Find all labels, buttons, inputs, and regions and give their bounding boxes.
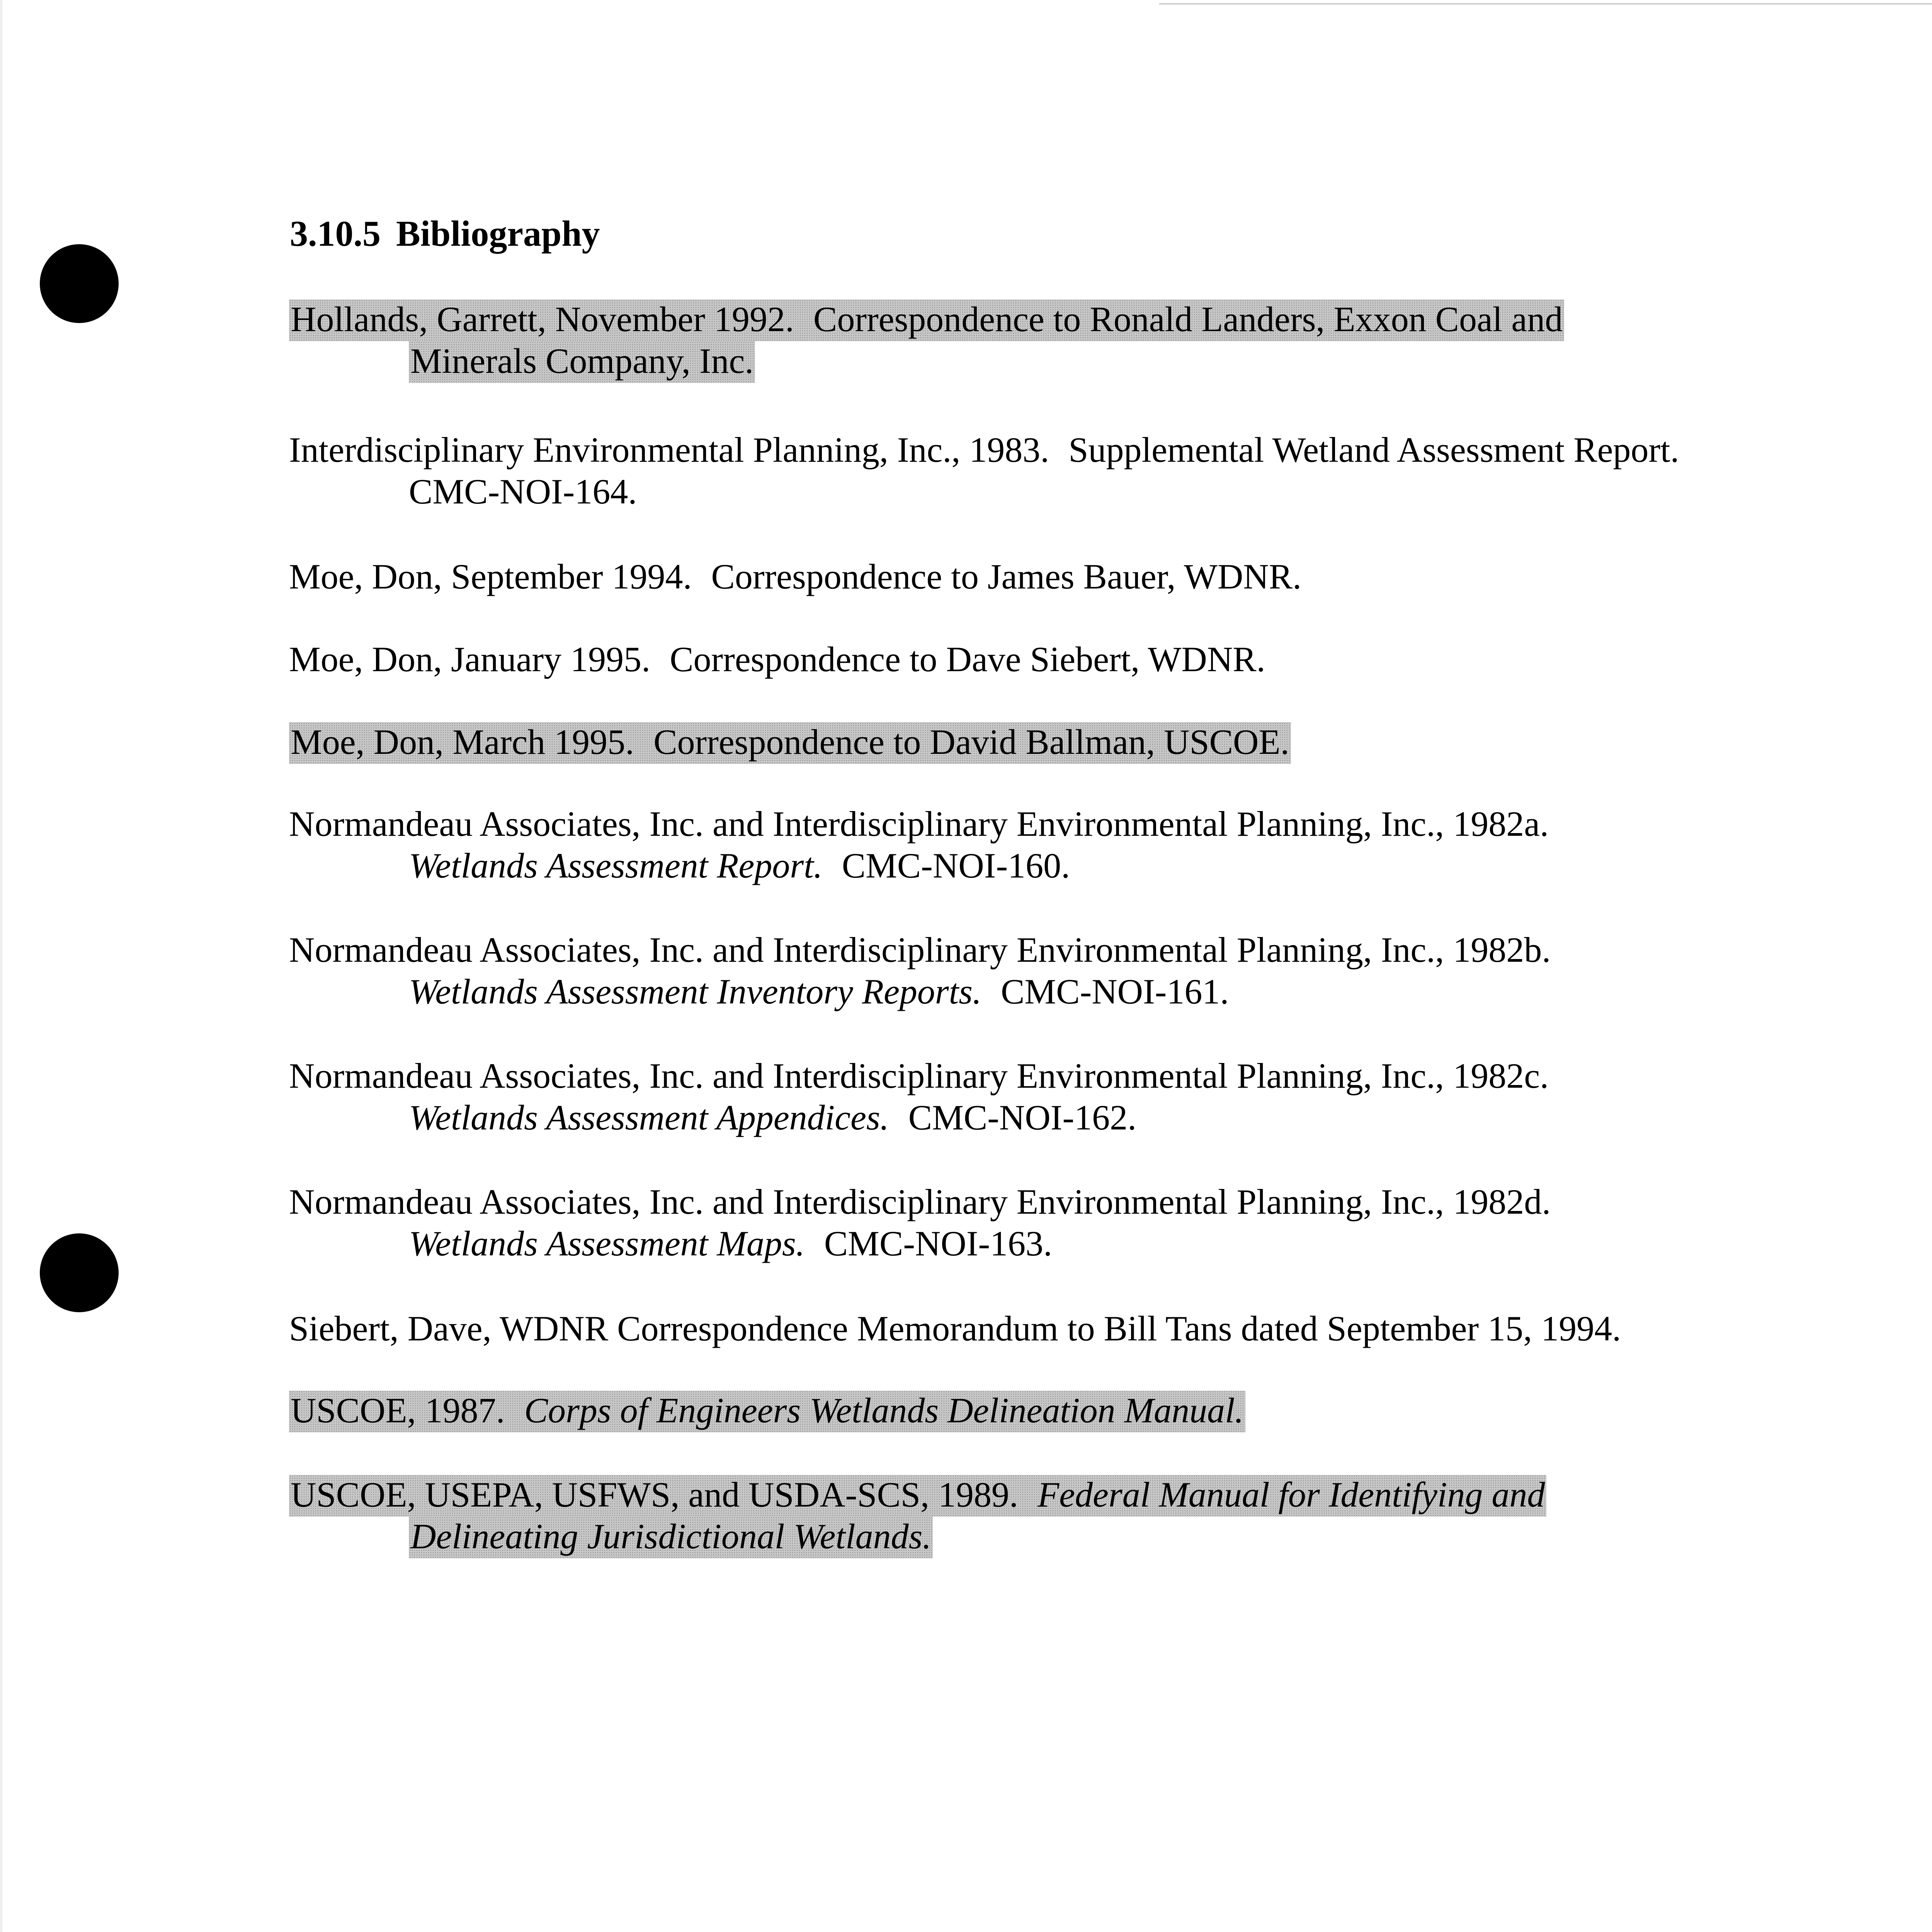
publication-title-continued: Delineating Jurisdictional Wetlands. xyxy=(410,1517,932,1556)
bib-entry-moe-sep-1994 xyxy=(289,556,1301,597)
bib-entry-line-1: Normandeau Associates, Inc. and Interdisciplinary Environmental Planning, Inc., 1982d. xyxy=(289,1182,1551,1221)
shaded-text: USCOE, USEPA, USFWS, and USDA-SCS, 1989. Federal Manual for Identifying and xyxy=(289,1475,1546,1517)
bib-entry-line-1: Normandeau Associates, Inc. and Interdisciplinary Environmental Planning, Inc., 1982b. xyxy=(289,930,1551,969)
bib-entry-line-1: Normandeau Associates, Inc. and Interdisciplinary Environmental Planning, Inc., 1982a. xyxy=(289,804,1549,844)
shaded-text: Minerals Company, Inc. xyxy=(409,341,755,383)
bib-entry-line-1 xyxy=(289,298,1564,340)
bib-entry-moe-mar-1995 xyxy=(289,721,1291,763)
publication-title: Wetlands Assessment Appendices. xyxy=(409,1098,889,1137)
top-edge-rule xyxy=(1159,3,1932,5)
bib-entry-normandeau-1982d xyxy=(289,1181,1551,1264)
punch-hole-middle xyxy=(40,1233,119,1312)
document-code: CMC-NOI-163. xyxy=(824,1224,1053,1263)
bib-entry-line-2: CMC-NOI-164. xyxy=(409,472,637,511)
shaded-text xyxy=(409,1517,933,1558)
shaded-text: Moe, Don, March 1995. Correspondence to David Ballman, USCOE. xyxy=(289,722,1291,764)
bib-entry-line-2 xyxy=(289,971,1551,1012)
bib-entry-line-1: Moe, Don, January 1995. Correspondence to Dave Siebert, WDNR. xyxy=(289,639,1265,679)
bib-entry-line-1: Moe, Don, September 1994. Correspondence to James Bauer, WDNR. xyxy=(289,557,1302,596)
publication-title: Federal Manual for Identifying and xyxy=(1037,1475,1545,1514)
bib-entry-line-1: Interdisciplinary Environmental Planning, Inc., 1983. Supplemental Wetland Assessment Report. xyxy=(289,430,1679,469)
document-code: CMC-NOI-162. xyxy=(908,1098,1137,1137)
publication-title: Wetlands Assessment Maps. xyxy=(409,1224,805,1263)
publication-title: Corps of Engineers Wetlands Delineation Manual. xyxy=(524,1391,1244,1430)
bib-entry-normandeau-1982b xyxy=(289,929,1551,1012)
publication-title: Wetlands Assessment Inventory Reports. xyxy=(409,972,982,1011)
bib-entry-iep-1983 xyxy=(289,429,1679,512)
shaded-text: USCOE, 1987. Corps of Engineers Wetlands Delineation Manual. xyxy=(289,1391,1245,1432)
document-code: CMC-NOI-161. xyxy=(1001,972,1229,1011)
bib-entry-siebert-1994 xyxy=(289,1308,1621,1349)
bib-entry-line-2 xyxy=(289,1223,1551,1264)
bib-entry-normandeau-1982c xyxy=(289,1055,1549,1138)
bib-entry-line-2 xyxy=(289,1515,1546,1557)
bib-entry-uscoe-1987 xyxy=(289,1389,1245,1431)
bib-entry-line-2 xyxy=(289,1097,1549,1138)
bib-entry-normandeau-1982a xyxy=(289,803,1549,886)
shaded-text: Hollands, Garrett, November 1992. Correspondence to Ronald Landers, Exxon Coal and xyxy=(289,299,1564,341)
bib-entry-hollands-1992 xyxy=(289,298,1564,382)
bib-entry-line-1: Siebert, Dave, WDNR Correspondence Memorandum to Bill Tans dated September 15, 1994. xyxy=(289,1309,1621,1348)
publication-title: Wetlands Assessment Report. xyxy=(409,846,823,885)
bib-entry-line-2 xyxy=(289,845,1549,886)
left-edge-shadow xyxy=(0,0,2,1932)
section-number: 3.10.5 xyxy=(290,214,381,254)
bib-entry-line-1: Normandeau Associates, Inc. and Interdisciplinary Environmental Planning, Inc., 1982c. xyxy=(289,1056,1549,1095)
bib-entry-line-1 xyxy=(289,1474,1546,1515)
bib-entry-line-1 xyxy=(289,1389,1245,1431)
section-title: Bibliography xyxy=(396,214,600,254)
bib-entry-moe-jan-1995 xyxy=(289,638,1265,680)
section-heading xyxy=(290,209,600,259)
bib-entry-uscoe-usepa-1989 xyxy=(289,1474,1546,1557)
bib-entry-line-1 xyxy=(289,721,1291,763)
punch-hole-top xyxy=(40,244,119,323)
document-code: CMC-NOI-160. xyxy=(842,846,1070,885)
bib-entry-line-2 xyxy=(289,340,1564,382)
